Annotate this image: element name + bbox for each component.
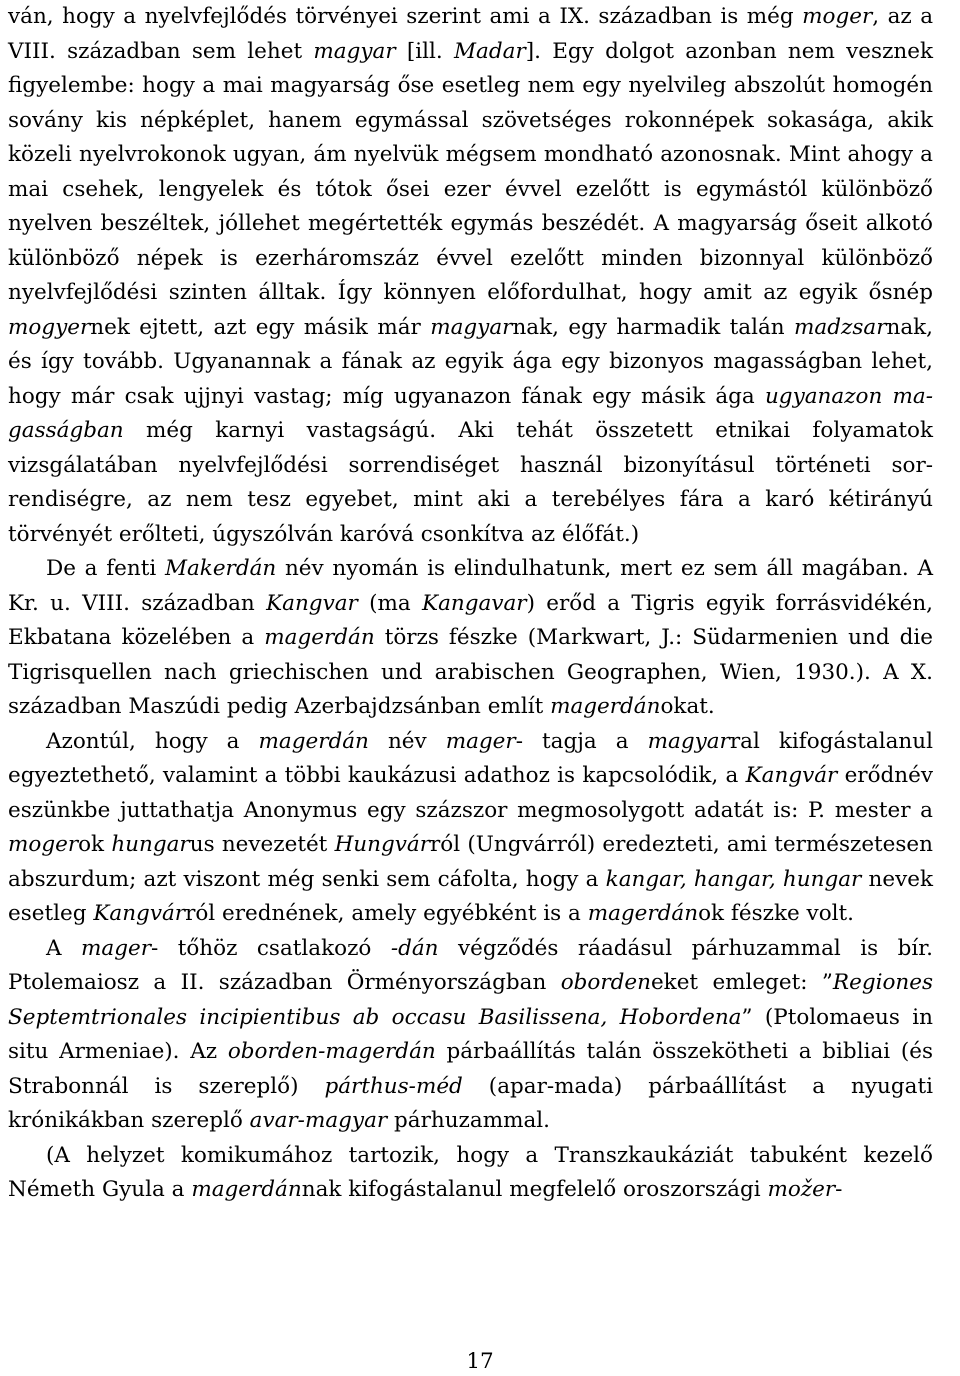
italic-run: možer [767,1177,836,1202]
text-run: ok [78,832,112,857]
italic-run: avar-magyar [249,1108,388,1133]
text-run: ) erőd a Tigris egyik forrásvidékén, Ekbatana közelében a [8,590,933,650]
italic-run: magerdán [258,728,369,754]
italic-run: magerdán [191,1177,302,1202]
text-run: Azontúl, hogy a [46,728,259,754]
italic-run: magerdán [587,901,699,926]
paragraph-3 [8,725,933,932]
text-run: (ma [357,590,423,616]
italic-run: moger [802,4,873,29]
text-run: De a fenti [46,556,165,581]
text-run: ” (Ptolomaeus in situ Armeniae). Az [8,1004,934,1064]
text-run: ok fészke volt. [698,901,854,926]
italic-run: magyar [647,728,730,754]
italic-run: Hungvár [334,832,431,857]
text-run: név nyomán is elindulhatunk, mert ez sem áll magában. A Kr. u. VIII. században [8,556,933,616]
italic-run: Kangvár [93,901,186,926]
italic-run: mager [445,728,516,754]
text-run: nak, és így tovább. Ugyanannak a fának az egyik ága egy bizonyos magasságban lehet, hogy már csak ujjnyi vastag; míg ugyanazon fának egy másik ága [8,314,934,409]
text-run: A [46,935,81,961]
italic-run: -dán [390,935,439,961]
italic-run: moger [8,832,79,857]
text-run: - [835,1177,843,1202]
text-run: végződés ráadásul párhuzammal is bír. Ptolemaiosz a II. században Örményországban [8,935,933,995]
italic-run: madzsar [794,314,887,340]
text-run: nak kifogástalanul megfelelő oroszországi [301,1177,768,1202]
text-run: ral kifogástalanul egyeztethető, valamint a többi kaukázusi adathoz is kapcsolódik, a [8,728,934,788]
italic-run: magyar [313,38,396,64]
italic-run: hungar [111,832,190,857]
text-run: [ill. [395,38,455,64]
italic-run: kangar, hangar, hungar [605,866,862,892]
italic-run: mager [81,935,151,961]
paragraph-4 [8,932,933,1139]
italic-run: Kangvár [745,763,838,788]
italic-run: Kangavar [422,590,527,616]
text-run: , az a VIII. században sem lehet [8,4,934,64]
text-run: ván, hogy a nyelvfejlődés törvényei szerint ami a IX. században is még [8,4,803,29]
text-run: eket emleget: ” [650,970,833,995]
text-run: okat. [660,694,715,719]
text-run: - tőhöz csatlakozó [150,935,391,961]
text-run: ról erednének, amely egyébként is a [185,901,588,926]
italic-run: magerdán [550,694,661,719]
text-run: nevek esetleg [8,866,934,926]
text-run: - tagja a [515,728,648,754]
italic-run: Madar [454,38,526,64]
italic-run: Regiones Septemtrionales incipientibus ab occasu Basilissena, Hobordena [8,970,934,1030]
italic-run: párthus-méd [324,1073,463,1099]
text-run: ]. Egy dolgot azonban nem vesznek figyelembe: hogy a mai magyarság őse esetleg nem egy nyelvileg abszolút homogén sovány kis népképlet, hanem egymással szövetséges rokonnépek sokasága, akik közeli nyelvrokonok ugyan, ám nyelvük mégsem mondható azonosnak. Mint ahogy a mai csehek, lengyelek és tótok ősei ezer évvel ezelőtt is egymástól különböző nyelven beszéltek, jóllehet megértették egymás beszédét. A magyarság őseit alkotó különböző népek is ezerháromszáz évvel ezelőtt minden bizonnyal különböző nyelvfejlődési szinten álltak. Így könnyen előfordulhat, hogy amit az egyik ősnép [8,38,933,305]
italic-run: Makerdán [164,556,277,581]
page-number: 17 [466,1349,494,1374]
text-run: név [368,728,446,754]
paragraph-1 [8,0,933,552]
italic-run: magyar [430,314,513,340]
italic-run: oborden-magerdán [227,1039,436,1064]
paragraph-5 [8,1139,933,1208]
text-run: (A helyzet komikumához tartozik, hogy a Transzkaukáziát tabuként kezelő Németh Gyula a [8,1142,933,1202]
italic-run: Kangvar [266,590,358,616]
italic-run: oborden [560,970,651,995]
text-run: még karnyi vastagságú. Aki tehát összetett etnikai folyamatok vizsgálatában nyelvfejlődési sorrendiséget használ bizonyításul történeti sorrendiségre, az nem tesz egyebet, mint aki a terebélyes fára a karó kétirányú törvényét erőlteti, úgyszólván karóvá csonkítva az élőfát.) [8,418,933,547]
text-run: párbaállítás talán összekötheti a bibliai (és Strabonnál is szereplő) [8,1039,933,1099]
text-run: us nevezetét [189,832,335,857]
italic-run: mogyer [8,314,91,340]
italic-run: magerdán [264,625,375,650]
text-run: erődnév eszünkbe juttathatja Anonymus egy százszor megmosolygott adatát is: P. mester a [8,763,934,823]
page-body [8,0,933,1208]
italic-run: ugyanazon magasságban [8,383,933,443]
text-run: törzs fészke (Markwart, J.: Südarmenien und die Tigrisquellen nach griechischen und arabischen Geographen, Wien, 1930.). A X. században Maszúdi pedig Azerbajdzsánban említ [8,625,933,719]
text-run: ról (Ungvárról) eredezteti, ami természetesen abszurdum; azt viszont még senki sem cáfolta, hogy a [8,832,934,892]
text-run: (apar-mada) párbaállítást a nyugati krónikákban szereplő [8,1073,933,1133]
text-run: nek ejtett, azt egy másik már [90,314,431,340]
text-run: nak, egy harmadik talán [512,314,795,340]
text-run: párhuzammal. [387,1108,551,1133]
paragraph-2 [8,552,933,725]
